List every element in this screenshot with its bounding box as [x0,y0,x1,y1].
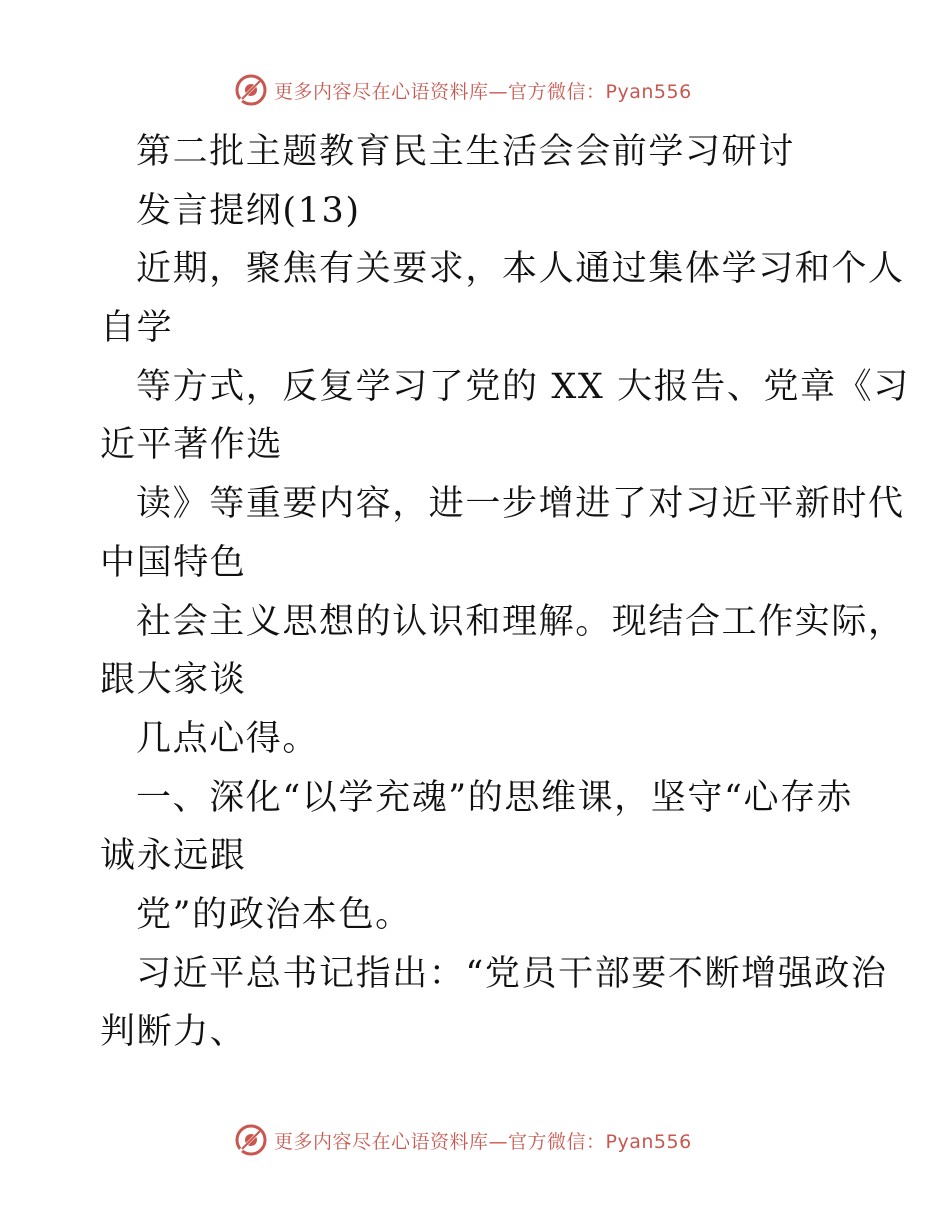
text-line: 读》等重要内容，进一步增进了对习近平新时代 [136,484,905,525]
text-line: 中国特色 [100,542,247,583]
text-line: 社会主义思想的认识和理解。现结合工作实际， [136,601,905,642]
text-line: 发言提纲(13) [136,190,361,231]
text-line: 一、深化“以学充魂”的思维课，坚守“心存赤 [136,777,854,818]
watermark-header [234,72,692,108]
text-line: 判断力、 [100,1012,247,1053]
text-line: 等方式，反复学习了党的 XX 大报告、党章《习 [136,366,910,407]
text-line: 第二批主题教育民主生活会会前学习研讨 [136,132,795,172]
text-line: 习近平总书记指出：“党员干部要不断增强政治 [136,953,888,994]
watermark-footer [234,1122,692,1158]
text-line: 党”的政治本色。 [136,894,412,935]
document-body [100,123,910,1062]
text-line: 几点心得。 [136,718,320,759]
watermark-text: 更多内容尽在心语资料库—官方微信：Pyan556 [274,80,692,103]
watermark-text: 更多内容尽在心语资料库—官方微信：Pyan556 [274,1130,692,1153]
logo-icon [234,73,268,107]
text-line: 诚永远跟 [100,836,247,877]
text-line: 近期，聚焦有关要求，本人通过集体学习和个人 [136,249,905,290]
text-line: 近平著作选 [100,425,284,466]
logo-icon [234,1123,268,1157]
text-line: 自学 [100,308,174,349]
text-line: 跟大家谈 [100,660,247,701]
